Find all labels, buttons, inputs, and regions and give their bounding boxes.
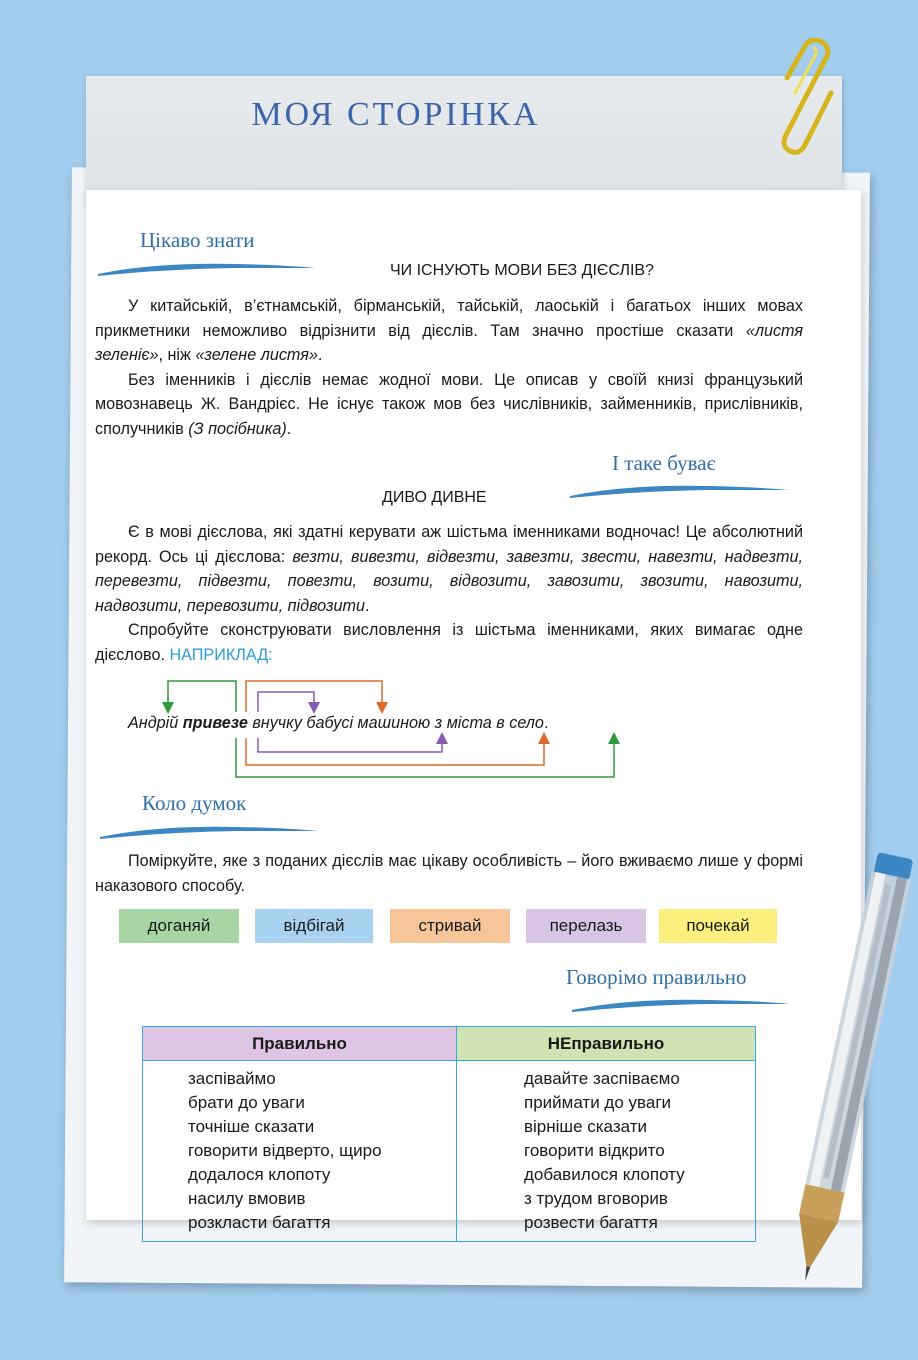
- list-item: з трудом вговорив: [524, 1189, 668, 1208]
- verb-chip: почекай: [659, 909, 777, 943]
- text: внучку бабусі машиною з міста в село: [247, 714, 544, 732]
- verb-chip: відбігай: [255, 909, 373, 943]
- link-arrow: [258, 692, 314, 712]
- table-header-row: [143, 1027, 756, 1061]
- list-item: брати до уваги: [188, 1093, 305, 1112]
- list-item: добавилося клопоту: [524, 1165, 685, 1184]
- list-item: говорити відверто, щиро: [188, 1141, 382, 1160]
- section-label-it-happens: І таке буває: [612, 451, 716, 475]
- list-item: приймати до уваги: [524, 1093, 672, 1112]
- header-correct: Правильно: [143, 1027, 457, 1061]
- text: Без іменників і дієслів немає жодної мови. Це описав у своїй книзі французький мовознавець Ж. Вандрієс. Не існує також мов без числівників, займенників, прислівників, сполучників: [95, 370, 803, 438]
- link-arrow: [168, 681, 236, 712]
- example-label: НАПРИКЛАД:: [169, 645, 273, 664]
- heading-languages-without-verbs: ЧИ ІСНУЮТЬ МОВИ БЕЗ ДІЄСЛІВ?: [390, 262, 654, 279]
- incorrect-column: [457, 1061, 756, 1242]
- text: .: [365, 596, 370, 615]
- italic-text: (З посібника): [188, 419, 287, 438]
- table-row: [143, 1061, 756, 1242]
- paragraph: Поміркуйте, яке з поданих дієслів має цікаву особливість – його вживаємо лише у формі наказового способу.: [95, 852, 803, 895]
- header-incorrect: НЕправильно: [457, 1027, 756, 1061]
- text: У китайській, в’єтнамській, бірманській, тайській, лаоській і багатьох інших мовах прикметники неможливо відрізнити від дієслів. Там значно простіше сказати: [95, 297, 803, 340]
- verb-chip: стривай: [390, 909, 510, 943]
- text: Спробуйте сконструювати висловлення із шістьма іменниками, яких вимагає одне дієслово.: [95, 621, 803, 664]
- list-item: вірніше сказати: [524, 1117, 647, 1136]
- swoosh-decoration: [570, 994, 792, 1014]
- text: .: [543, 714, 549, 732]
- section3-text: [95, 849, 803, 898]
- link-arrow: [258, 738, 442, 752]
- text: .: [286, 419, 292, 438]
- text: Є в мові дієслова, які здатні керувати аж шістьма іменниками водночас! Це абсолютний рекорд. Ось ці дієслова:: [95, 523, 803, 566]
- italic-text: везти, вивезти, відвезти, завезти, звести, навезти, надвезти, перевезти, підвезти, повезти, возити, відвозити, завозити, звозити, навозити, надвозити, перевозити, підвозити: [95, 547, 803, 615]
- italic-text: «листя зеленіє»: [95, 321, 803, 364]
- text: , ніж: [158, 346, 196, 364]
- link-arrow: [236, 738, 614, 777]
- list-item: заспіваймо: [188, 1069, 276, 1088]
- section-label-interesting: Цікаво знати: [140, 228, 255, 252]
- example-sentence: [128, 714, 548, 733]
- page-title: МОЯ СТОРІНКА: [251, 96, 541, 133]
- correct-column: [143, 1061, 457, 1242]
- text: .: [317, 346, 323, 364]
- list-item: насилу вмовив: [188, 1189, 306, 1208]
- list-item: додалося клопоту: [188, 1165, 331, 1184]
- section-label-circle-of-thoughts: Коло думок: [142, 791, 247, 815]
- list-item: точніше сказати: [188, 1117, 315, 1136]
- section-label-speak-correctly: Говорімо правильно: [566, 965, 747, 989]
- list-item: розвести багаття: [524, 1213, 658, 1232]
- heading-wonder: ДИВО ДИВНЕ: [382, 489, 487, 506]
- example-verb: привезе: [182, 714, 248, 732]
- italic-text: «зелене листя»: [195, 346, 318, 364]
- list-item: розкласти багаття: [188, 1213, 331, 1232]
- correct-usage-table: [142, 1026, 756, 1242]
- list-item: говорити відкрито: [524, 1141, 665, 1160]
- verb-chip: доганяй: [119, 909, 239, 943]
- verb-chip: перелазь: [526, 909, 646, 943]
- swoosh-decoration: [98, 821, 320, 841]
- text: Андрій: [128, 714, 183, 732]
- list-item: давайте заспіваємо: [524, 1069, 680, 1088]
- pencil-icon: [770, 840, 918, 1300]
